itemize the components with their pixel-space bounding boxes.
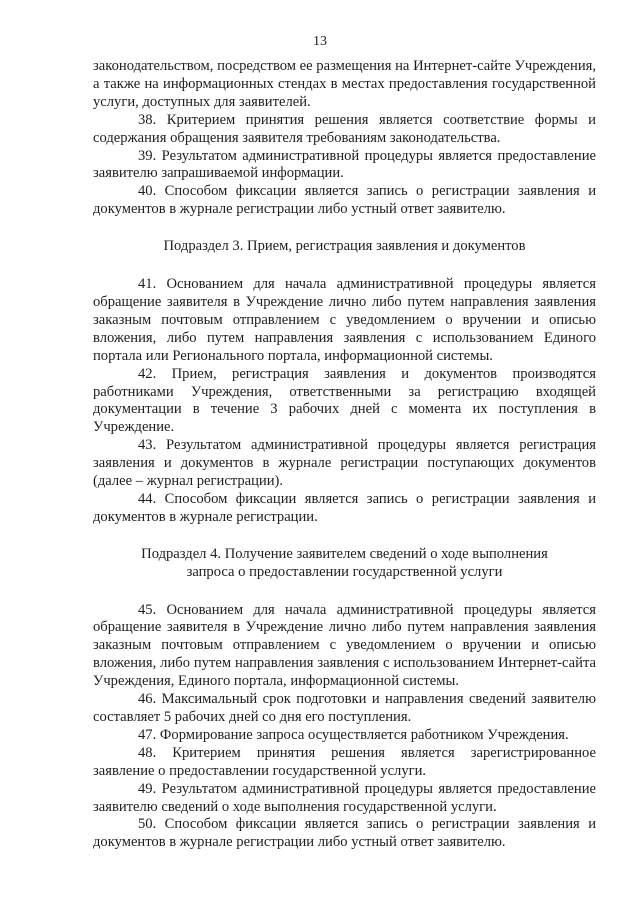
paragraph-50: 50. Способом фиксации является запись о регистрации заявления и документов в журнале регистрации либо устный ответ заявителю. [93, 816, 596, 851]
page-number: 13 [313, 34, 327, 49]
paragraph-37-continued: законодательством, посредством ее размещения на Интернет-сайте Учреждения, а также на информационных стендах в местах предоставления государственной услуги, доступных для заявителей. [93, 58, 596, 110]
paragraph-49: 49. Результатом административной процедуры является предоставление заявителю сведений о ходе выполнения государственной услуги. [93, 780, 596, 815]
paragraph-43: 43. Результатом административной процедуры является регистрация заявления и документов в журнале регистрации поступающих документов (далее – журнал регистрации). [93, 437, 596, 490]
paragraph-39: 39. Результатом административной процедуры является предоставление заявителю запрашиваемой информации. [93, 147, 596, 182]
paragraph-42: 42. Прием, регистрация заявления и документов производятся работниками Учреждения, ответственными за регистрацию входящей документации в течение 3 рабочих дней с момента их поступления в Учреждение. [93, 365, 596, 436]
paragraph-40: 40. Способом фиксации является запись о регистрации заявления и документов в журнале регистрации либо устный ответ заявителю. [93, 183, 596, 218]
paragraph-38: 38. Критерием принятия решения является соответствие формы и содержания обращения заявителя требованиям законодательства. [93, 111, 596, 146]
subsection-4-heading [93, 546, 596, 582]
paragraph-46: 46. Максимальный срок подготовки и направления сведений заявителю составляет 5 рабочих дней со дня его поступления. [93, 691, 596, 725]
subsection-4-heading-line-1: Подраздел 4. Получение заявителем сведений о ходе выполнения [141, 545, 548, 562]
paragraph-41: 41. Основанием для начала административной процедуры является обращение заявителя в Учреждение лично либо путем направления заявления заказным почтовым отправлением с уведомлением о вручении и описью вложения, либо путем направления заявления с использованием Единого портала или Регионального портала, информационной системы. [93, 276, 596, 364]
paragraph-44: 44. Способом фиксации является запись о регистрации заявления и документов в журнале регистрации. [93, 490, 596, 525]
document-body [93, 58, 596, 852]
paragraph-45: 45. Основанием для начала административной процедуры является обращение заявителя в Учреждение лично либо путем направления заявления заказным почтовым отправлением с уведомлением о вручении и описью вложения, либо путем направления заявления с использованием Интернет-сайта Учреждения, Единого портала, информационной системы. [93, 601, 596, 690]
subsection-4-heading-line-2: запроса о предоставлении государственной услуги [186, 563, 503, 580]
paragraph-47: 47. Формирование запроса осуществляется работником Учреждения. [138, 726, 569, 743]
paragraph-48: 48. Критерием принятия решения является зарегистрированное заявление о предоставлении государственной услуги. [93, 744, 596, 779]
subsection-3-heading: Подраздел 3. Прием, регистрация заявления и документов [163, 238, 526, 255]
